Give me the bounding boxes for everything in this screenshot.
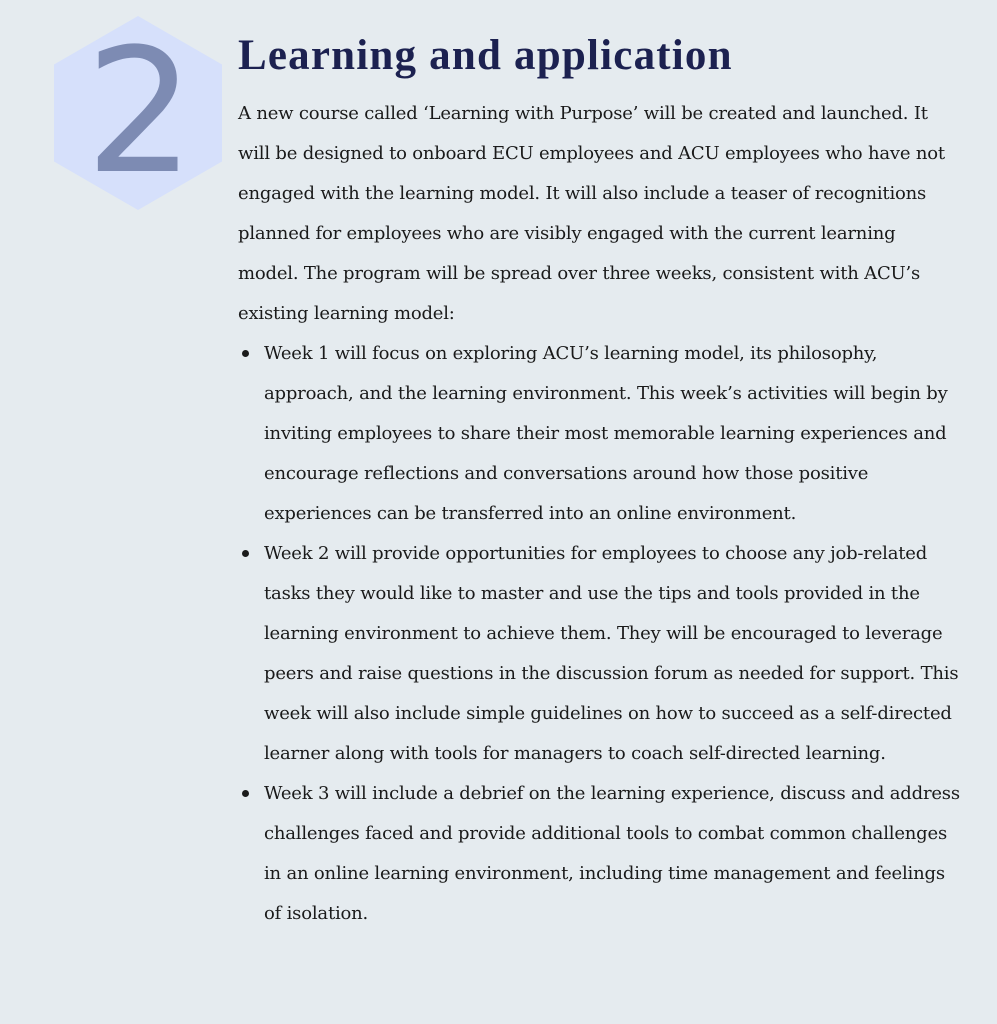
bullet-dot-icon [242, 350, 249, 357]
list-item-week-1 [238, 334, 960, 534]
section-number-badge [54, 11, 222, 212]
bullet-dot-icon [242, 790, 249, 797]
week-2-text: Week 2 will provide opportunities for employees to choose any job-related tasks they would like to master and use the tips and tools provided in the learning environment to achieve them. They will be encouraged to leverage peers and raise questions in the discussion forum as needed for support. This week will also include simple guidelines on how to succeed as a self-directed learner along with tools for managers to coach self-directed learning. [264, 543, 959, 764]
section-number: 2 [85, 11, 191, 212]
section-content [238, 28, 968, 934]
section-title: Learning and application [238, 32, 733, 79]
weeks-list [238, 334, 968, 934]
week-1-text: Week 1 will focus on exploring ACU’s learning model, its philosophy, approach, and the learning environment. This week’s activities will begin by inviting employees to share their most memorable learning experiences and encourage reflections and conversations around how those positive experiences can be transferred into an online environment. [264, 343, 948, 524]
week-3-text: Week 3 will include a debrief on the learning experience, discuss and address challenges faced and provide additional tools to combat common challenges in an online learning environment, including time management and feelings of isolation. [264, 783, 960, 924]
section-intro-paragraph: A new course called ‘Learning with Purpose’ will be created and launched. It will be designed to onboard ECU employees and ACU employees who have not engaged with the learning model. It will also include a teaser of recognitions planned for employees who are visibly engaged with the current learning model. The program will be spread over three weeks, consistent with ACU’s existing learning model: [238, 103, 945, 324]
bullet-dot-icon [242, 550, 249, 557]
list-item-week-2 [238, 534, 960, 774]
list-item-week-3 [238, 774, 960, 934]
